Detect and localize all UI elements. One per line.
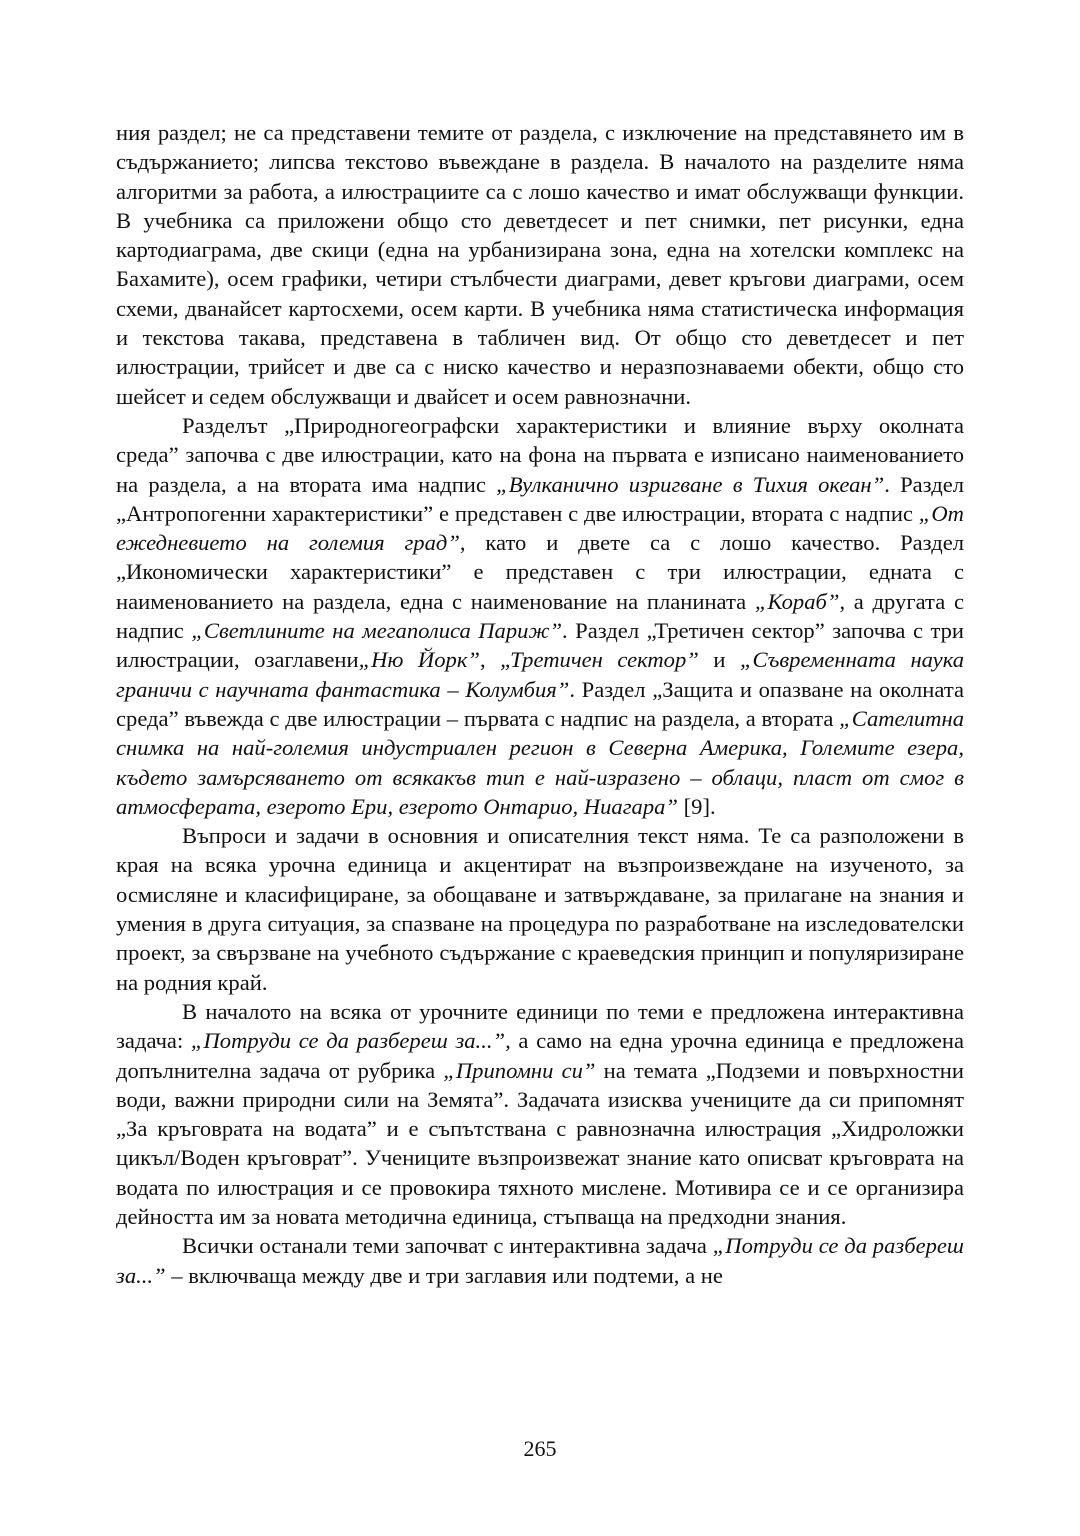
paragraph [116,997,964,1231]
text-run: . Раздел „Антропогенни характеристики” е представен с две илюстрации, втората с надпис [116,471,964,526]
text-run: ния раздел; не са представени темите от раздела, с изключение на представянето им в съдържанието; липсва текстово въвеждане в раздела. В началото на разделите няма алгоритми за работа, а илюстрациите са с лошо качество и имат обслужващи функции. В учебника са приложени общо сто деветдесет и пет снимки, пет рисунки, една картодиаграма, две скици (една на урбанизирана зона, една на хотелски комплекс на Бахамите), осем графики, четири стълбчести диаграми, девет кръгови диаграми, осем схеми, дванайсет картосхеми, осем карти. В учебника няма статистическа информация и текстова такава, представена в табличен вид. От общо сто деветдесет и пет илюстрации, трийсет и две са с ниско качество и неразпознаваеми обекти, общо сто шейсет и седем обслужващи и двайсет и осем равнозначни. [116,120,964,409]
italic-text-run: „Ню Йорк” [358,647,480,673]
text-run: В началото на всяка от урочните единици по теми е предложена интерактивна задача: [116,998,964,1054]
text-run: , като и двете са с лошо качество. Раздел „Икономически характеристики” е представен с три илюстрации, едната с наименованието на раздела, една с наименование на планината [116,530,964,614]
paragraph [116,821,964,997]
paragraph [116,118,964,411]
paragraph [116,1231,964,1290]
italic-text-run: „Потруди се да разбереш за...”, [190,1028,511,1054]
text-run: Всички останали теми започват с интерактивна задача [182,1233,713,1259]
text-run: и [698,647,740,673]
page-number: 265 [523,1436,557,1461]
italic-text-run: „Кораб” [754,588,840,614]
italic-text-run: „Сателитна снимка на най-големия индустриален регион в Северна Америка, Големите езера, където замърсяването от всякакъв тип е най-изразено – облаци, пласт от смог в атмосферата, езерото Ери, езерото Онтарио, Ниагара” [116,705,964,819]
text-run: – включваща между две и три заглавия или подтеми, а не [165,1262,723,1288]
text-run: [9]. [677,793,716,819]
text-run: , а другата с надпис [116,588,964,644]
text-run: , [479,647,501,673]
text-run: на темата „Подземи и повърхностни води, важни природни сили на Земята”. Задачата изисква учениците да си припомнят „За кръговрата на водата” и е съпътствана с равнозначна илюстрация „Хидроложки цикъл/Воден кръговрат”. Учениците възпроизвежат знание като описват кръговрата на водата по илюстрация и се провокира тяхното мислене. Мотивира се и се организира дейността им за новата методична единица, стъпваща на предходни знания. [116,1057,964,1229]
paragraph [116,411,964,821]
italic-text-run: „Припомни си” [443,1057,596,1083]
text-run: Разделът „Природногеографски характеристики и влияние върху околната среда” започва с две илюстрации, като на фона на първата е изписано наименованието на раздела, а на втората има надпис [116,412,964,497]
text-run: . Раздел „Третичен сектор” започва с три илюстрации, озаглавени [116,618,964,673]
document-body [116,118,964,1290]
italic-text-run: „Потруди се да разбереш за...” [116,1233,964,1288]
italic-text-run: „Светлините на мегаполиса Париж” [191,618,563,644]
italic-text-run: „Съвременната наука граничи с научната фантастика – Колумбия” [116,647,965,702]
italic-text-run: „От ежедневието на големия град” [116,500,964,556]
text-run: Въпроси и задачи в основния и описателния текст няма. Те са разположени в края на всяка урочна единица и акцентират на възпроизвеждане на изученото, за осмисляне и класифициране, за обощаване и затвърждаване, за прилагане на знания и умения в друга ситуация, за спазване на процедура по разработване на изследователски проект, за свързване на учебното съдържание с краеведския принцип и популяризиране на родния край. [116,823,964,995]
text-run: а само на една урочна единица е предложена допълнителна задача от рубрика [116,1028,965,1083]
italic-text-run: „Вулканично изригване в Тихия океан” [496,471,885,497]
text-run: . Раздел „Защита и опазване на околната среда” въвежда с две илюстрации – първата с надпис на раздела, а втората [116,676,965,731]
italic-text-run: „Третичен сектор” [500,647,699,673]
